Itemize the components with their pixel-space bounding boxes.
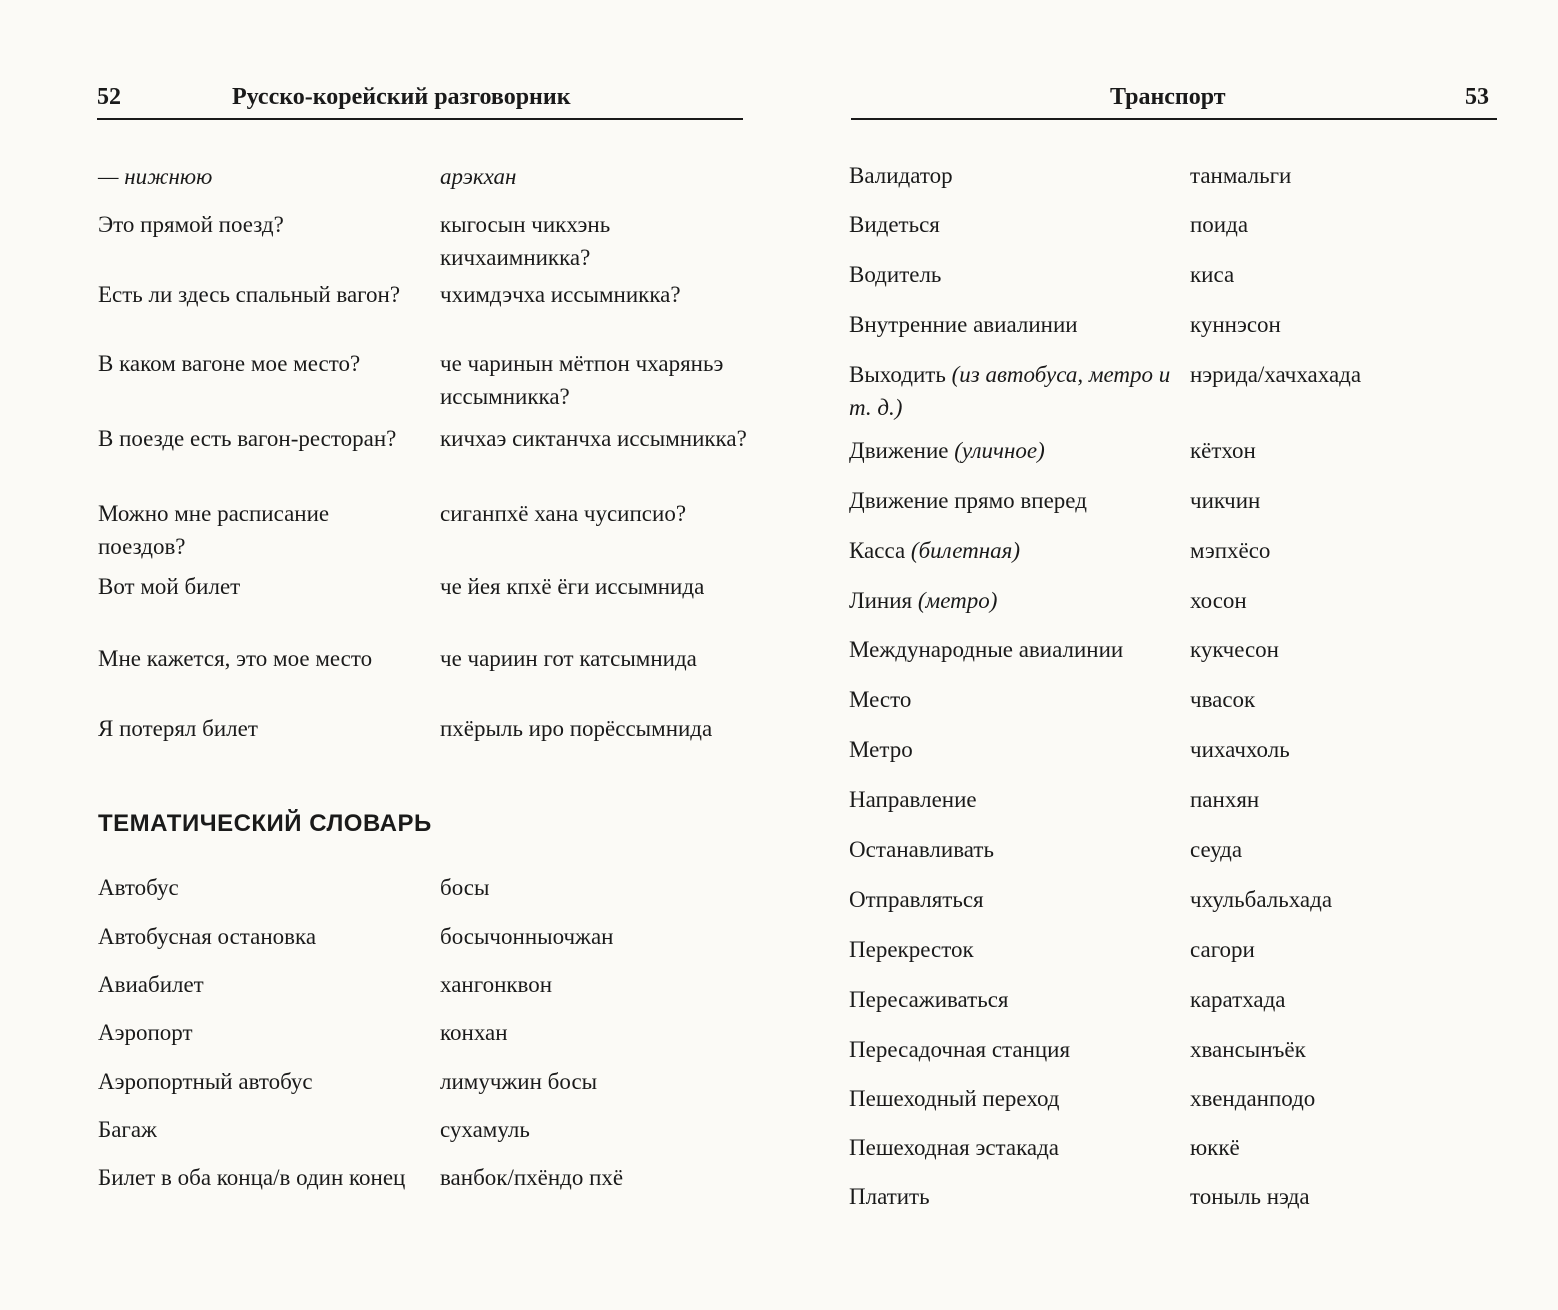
section-title: ТЕМАТИЧЕСКИЙ СЛОВАРЬ xyxy=(98,810,432,837)
term-translation: хосон xyxy=(1190,588,1247,613)
left-page-header xyxy=(97,80,743,120)
term-ru: Аэропортный автобус xyxy=(98,1069,313,1094)
term-translation: конхан xyxy=(440,1020,508,1045)
term-translation: тоныль нэда xyxy=(1190,1184,1310,1209)
term-ru: Место xyxy=(849,687,912,712)
term-translation: лимучжин босы xyxy=(440,1069,598,1094)
term-ru: Движение прямо вперед xyxy=(849,488,1087,513)
term-ru-word: Касса xyxy=(849,538,906,563)
term-ru-word: Движение xyxy=(849,438,949,463)
term-note: (метро) xyxy=(917,588,998,613)
right-page xyxy=(779,0,1558,1310)
phrase-translation: кыгосын чикхэнь кичхаимникка? xyxy=(440,212,611,270)
right-page-header xyxy=(851,80,1497,120)
term-translation: сеуда xyxy=(1190,837,1243,862)
term-ru: Пересаживаться xyxy=(849,987,1009,1012)
term-translation: каратхада xyxy=(1190,987,1286,1012)
term-translation: юккё xyxy=(1190,1135,1240,1160)
phrase-ru: Мне кажется, это мое место xyxy=(98,646,373,671)
phrase-translation: кичхаэ сиктанчха иссымникка? xyxy=(440,426,747,451)
term-translation: кётхон xyxy=(1190,438,1256,463)
term-ru xyxy=(849,584,1179,617)
term-translation: чикчин xyxy=(1190,488,1261,513)
term-ru: Пешеходный переход xyxy=(849,1086,1060,1111)
term-note: (уличное) xyxy=(954,438,1045,463)
term-translation: куннэсон xyxy=(1190,312,1281,337)
term-ru: Внутренние авиалинии xyxy=(849,312,1078,337)
term-note: (из автобуса, метро и т. д.) xyxy=(849,362,1171,420)
term-ru: Пешеходная эстакада xyxy=(849,1135,1060,1160)
phrase-translation: че чаринын мётпон чхаряньэ иссымникка? xyxy=(440,351,724,409)
term-translation: панхян xyxy=(1190,787,1260,812)
term-ru xyxy=(849,434,1179,467)
term-ru: Останавливать xyxy=(849,837,994,862)
term-translation: мэпхёсо xyxy=(1190,538,1271,563)
term-ru: Метро xyxy=(849,737,913,762)
term-translation: хвенданподо xyxy=(1190,1086,1316,1111)
page-number: 52 xyxy=(97,84,121,110)
phrase-translation: сиганпхё хана чусипсио? xyxy=(440,501,687,526)
running-title: Транспорт xyxy=(1110,84,1226,110)
term-translation: чвасок xyxy=(1190,687,1256,712)
phrase-translation: че йея кпхё ёги иссымнида xyxy=(440,574,705,599)
phrase-ru: Есть ли здесь спальный вагон? xyxy=(98,282,401,307)
term-ru-word: Линия xyxy=(849,588,913,613)
term-translation: сагори xyxy=(1190,937,1255,962)
page-number: 53 xyxy=(1465,84,1489,110)
term-ru: Авиабилет xyxy=(98,972,204,997)
term-ru: Билет в оба конца/в один конец xyxy=(98,1165,406,1190)
term-translation: чхульбальхада xyxy=(1190,887,1333,912)
phrase-translation: пхёрыль иро порёссымнида xyxy=(440,716,713,741)
term-translation: танмальги xyxy=(1190,163,1292,188)
term-ru: Отправляться xyxy=(849,887,984,912)
phrase-ru: — нижнюю xyxy=(98,164,213,189)
term-ru: Видеться xyxy=(849,212,940,237)
phrase-ru: Можно мне расписание поездов? xyxy=(98,501,330,559)
term-translation: нэрида/хачхахада xyxy=(1190,362,1362,387)
term-ru: Багаж xyxy=(98,1117,157,1142)
term-translation: чихачхоль xyxy=(1190,737,1290,762)
term-translation: босы xyxy=(440,875,490,900)
phrase-ru: Вот мой билет xyxy=(98,574,241,599)
phrase-ru: В поезде есть вагон-ресторан? xyxy=(98,426,397,451)
term-translation: босычонныочжан xyxy=(440,924,614,949)
term-note: (билетная) xyxy=(910,538,1021,563)
phrase-ru: Я потерял билет xyxy=(98,716,258,741)
phrase-ru: Это прямой поезд? xyxy=(98,212,284,237)
term-translation: сухамуль xyxy=(440,1117,530,1142)
term-translation: киса xyxy=(1190,262,1235,287)
term-ru: Направление xyxy=(849,787,977,812)
term-translation: хвансынъёк xyxy=(1190,1037,1306,1062)
term-ru: Водитель xyxy=(849,262,942,287)
term-ru: Платить xyxy=(849,1184,930,1209)
term-ru: Валидатор xyxy=(849,163,953,188)
term-translation: кукчесон xyxy=(1190,637,1279,662)
term-ru: Автобус xyxy=(98,875,179,900)
term-ru xyxy=(849,534,1179,567)
term-ru-word: Выходить xyxy=(849,362,946,387)
phrase-translation: чхимдэчха иссымникка? xyxy=(440,282,681,307)
term-ru: Перекресток xyxy=(849,937,974,962)
term-ru: Автобусная остановка xyxy=(98,924,317,949)
term-ru: Аэропорт xyxy=(98,1020,193,1045)
phrase-translation: че чариин гот катсымнида xyxy=(440,646,697,671)
term-ru: Пересадочная станция xyxy=(849,1037,1071,1062)
phrase-translation: арэкхан xyxy=(440,164,517,189)
term-translation: ванбок/пхёндо пхё xyxy=(440,1165,624,1190)
running-title: Русско-корейский разговорник xyxy=(232,84,571,110)
term-translation: поида xyxy=(1190,212,1249,237)
phrase-ru: В каком вагоне мое место? xyxy=(98,351,361,376)
term-translation: хангонквон xyxy=(440,972,553,997)
term-ru: Международные авиалинии xyxy=(849,637,1124,662)
term-ru xyxy=(849,358,1179,424)
